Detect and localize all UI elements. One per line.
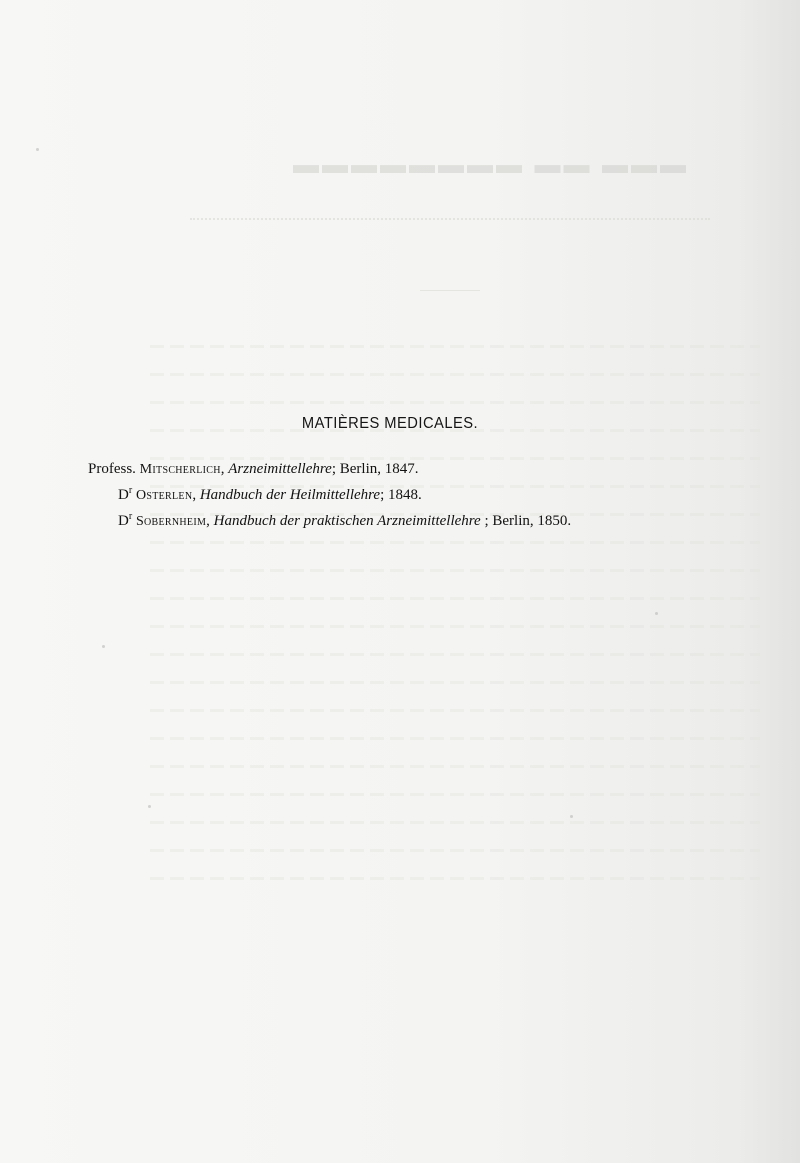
paper-speck [36,148,39,151]
bleed-heading-shape: ▬▬▬ ▬▬ ▬▬▬▬▬▬▬▬ [290,150,686,179]
reference-title: Handbuch der Heilmittellehre [199,487,381,503]
reference-author: Osterlen [135,488,193,503]
reference-details: Berlin, 1850. [492,513,572,529]
reference-prefix: D [118,513,129,529]
paper-speck [102,645,105,648]
reference-line [88,461,419,478]
reference-details: 1848. [388,487,422,503]
reference-title: Handbuch der praktischen Arzneimittellehre [213,513,481,529]
reference-line [118,511,571,530]
reference-comma: , [206,513,214,529]
reference-line [118,485,422,504]
paper-speck [148,805,151,808]
reference-prefix: Profess. [88,461,136,477]
paper-speck [655,612,658,615]
reference-prefix-superscript: r [128,511,133,522]
bleed-subheading-shape [190,218,710,234]
reference-title: Arzneimittellehre [228,461,332,477]
reference-author: Mitscherlich [139,462,221,477]
reference-separator: ; [380,487,388,503]
reference-comma: , [192,487,200,503]
bleed-rule [420,290,480,291]
reference-separator: ; [480,513,493,529]
section-heading-text: MATIÈRES MEDICALES. [301,415,479,432]
section-heading [31,415,767,433]
paper-speck [570,815,573,818]
reference-prefix: D [118,487,129,503]
reference-separator: ; [331,461,340,477]
reference-prefix-superscript: r [128,485,133,496]
reference-comma: , [220,461,229,477]
reference-details: Berlin, 1847. [339,461,419,477]
reference-author: Sobernheim [135,514,207,529]
